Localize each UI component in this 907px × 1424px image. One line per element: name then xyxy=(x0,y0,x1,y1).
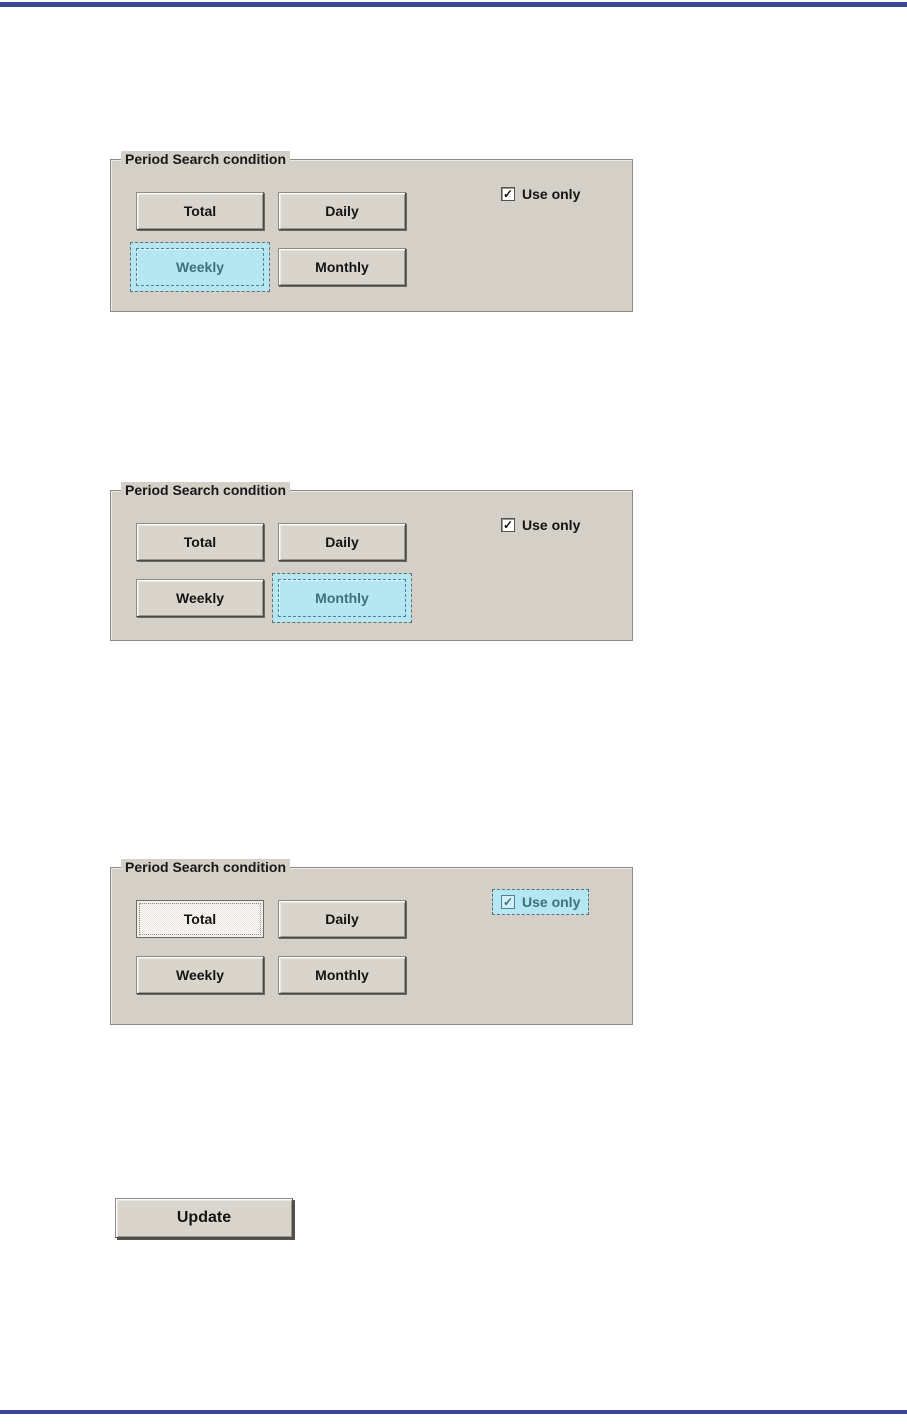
update-button-area xyxy=(115,1198,293,1238)
use-only-label: Use only xyxy=(522,517,581,533)
weekly-button[interactable]: Weekly xyxy=(136,956,264,994)
update-button[interactable]: Update xyxy=(115,1198,293,1238)
use-only-label: Use only xyxy=(522,894,581,910)
weekly-button[interactable]: Weekly xyxy=(136,579,264,617)
checkbox-box[interactable] xyxy=(501,518,515,532)
check-icon: ✓ xyxy=(502,518,514,532)
check-icon: ✓ xyxy=(502,187,514,201)
use-only-checkbox[interactable] xyxy=(492,181,589,207)
panel-title: Period Search condition xyxy=(121,482,290,499)
monthly-button[interactable]: Monthly xyxy=(278,248,406,286)
period-search-panel-2 xyxy=(110,482,633,641)
use-only-label: Use only xyxy=(522,186,581,202)
monthly-button[interactable]: Monthly xyxy=(278,579,406,617)
total-button[interactable]: Total xyxy=(136,192,264,230)
panel-title: Period Search condition xyxy=(121,151,290,168)
checkbox-box[interactable] xyxy=(501,187,515,201)
total-button[interactable]: Total xyxy=(136,523,264,561)
top-rule xyxy=(0,2,907,7)
check-icon: ✓ xyxy=(502,895,514,909)
bottom-rule xyxy=(0,1410,907,1414)
daily-button[interactable]: Daily xyxy=(278,900,406,938)
total-button[interactable]: Total xyxy=(136,900,264,938)
monthly-button[interactable]: Monthly xyxy=(278,956,406,994)
panel-title: Period Search condition xyxy=(121,859,290,876)
use-only-checkbox[interactable] xyxy=(492,512,589,538)
period-search-panel-1 xyxy=(110,151,633,312)
daily-button[interactable]: Daily xyxy=(278,192,406,230)
daily-button[interactable]: Daily xyxy=(278,523,406,561)
checkbox-box[interactable] xyxy=(501,895,515,909)
weekly-button[interactable]: Weekly xyxy=(136,248,264,286)
use-only-checkbox[interactable] xyxy=(492,889,589,915)
period-search-panel-3 xyxy=(110,859,633,1025)
